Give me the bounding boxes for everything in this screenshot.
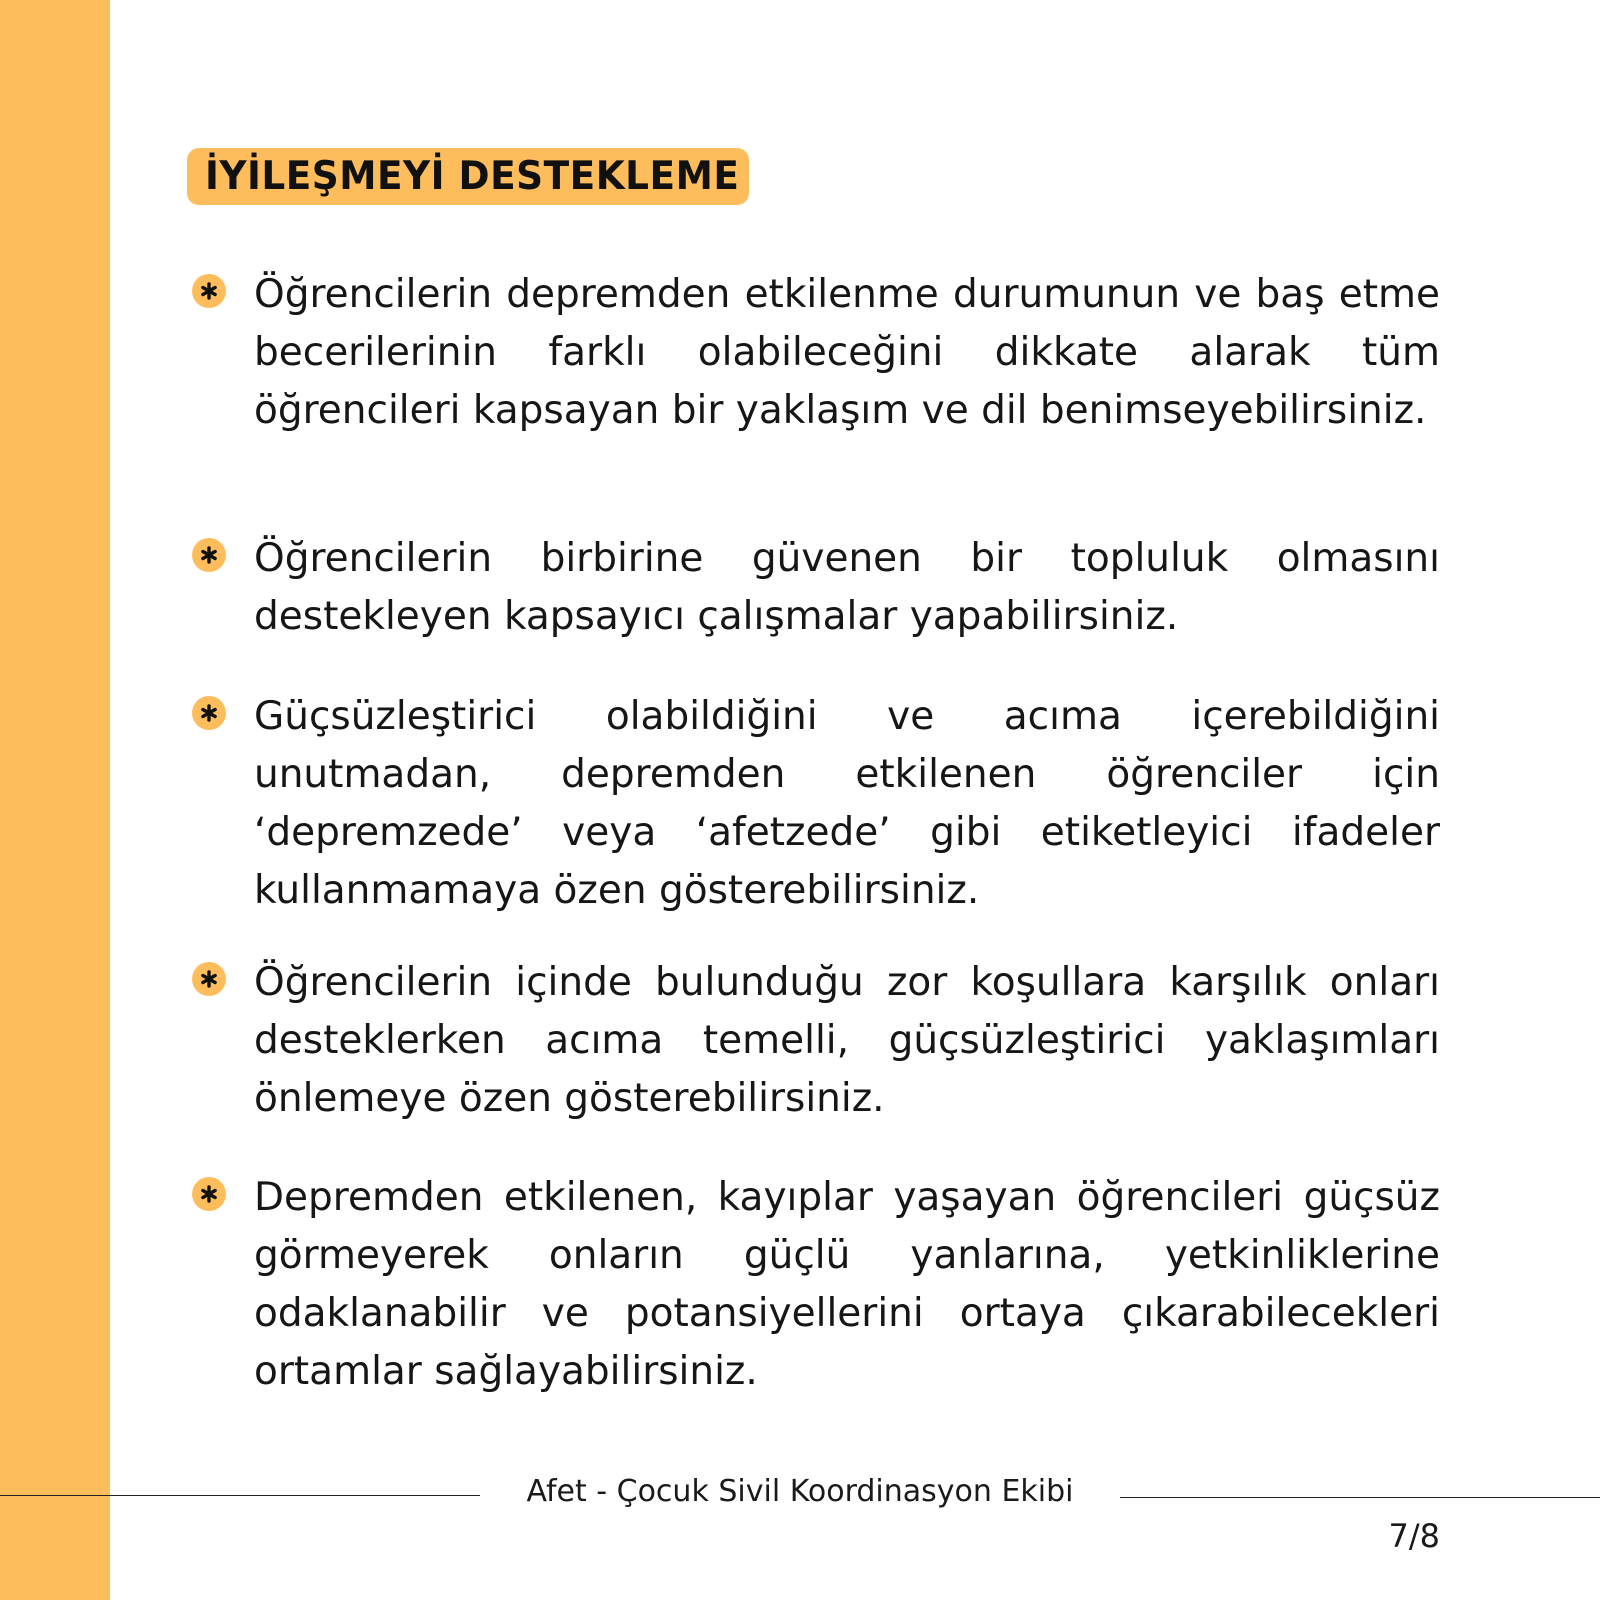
bullet-text: Öğrencilerin depremden etkilenme durumunun ve baş etme becerilerinin farklı olabileceğini dikkate alarak tüm öğrencileri kapsayan bir yaklaşım ve dil benimseyebilirsiniz. xyxy=(254,272,1440,433)
bullet-item xyxy=(192,1169,1440,1401)
bullet-item xyxy=(192,688,1440,920)
asterisk-icon xyxy=(192,1177,226,1211)
bullet-text: Güçsüzleştirici olabildiğini ve acıma içerebildiğini unutmadan, depremden etkilenen öğrenciler için ‘depremzede’ veya ‘afetzede’ gibi etiketleyici ifadeler kullanmamaya özen gösterebilirsiniz. xyxy=(254,694,1440,913)
page-number: 7/8 xyxy=(1388,1517,1440,1555)
bullet-text: Depremden etkilenen, kayıplar yaşayan öğrencileri güçsüz görmeyerek onların güçlü yanlarına, yetkinliklerine odaklanabilir ve potansiyellerini ortaya çıkarabilecekleri ortamlar sağlayabilirsiniz. xyxy=(254,1175,1440,1394)
asterisk-icon xyxy=(192,962,226,996)
page-title: İYİLEŞMEYİ DESTEKLEME xyxy=(205,154,740,199)
bullet-item xyxy=(192,530,1440,646)
bullet-item xyxy=(192,266,1440,440)
bullet-text: Öğrencilerin birbirine güvenen bir topluluk olmasını destekleyen kapsayıcı çalışmalar yapabilirsiniz. xyxy=(254,536,1440,639)
bullet-text: Öğrencilerin içinde bulunduğu zor koşullara karşılık onları desteklerken acıma temelli, güçsüzleştirici yaklaşımları önlemeye özen gösterebilirsiniz. xyxy=(254,960,1440,1121)
footer-divider-right xyxy=(1120,1497,1600,1498)
footer-divider-left xyxy=(0,1495,480,1496)
asterisk-icon xyxy=(192,696,226,730)
side-accent-bar xyxy=(0,0,110,1600)
asterisk-icon xyxy=(192,538,226,572)
asterisk-icon xyxy=(192,274,226,308)
title-badge xyxy=(187,148,749,205)
footer-organization: Afet - Çocuk Sivil Koordinasyon Ekibi xyxy=(526,1474,1074,1509)
bullet-item xyxy=(192,954,1440,1128)
